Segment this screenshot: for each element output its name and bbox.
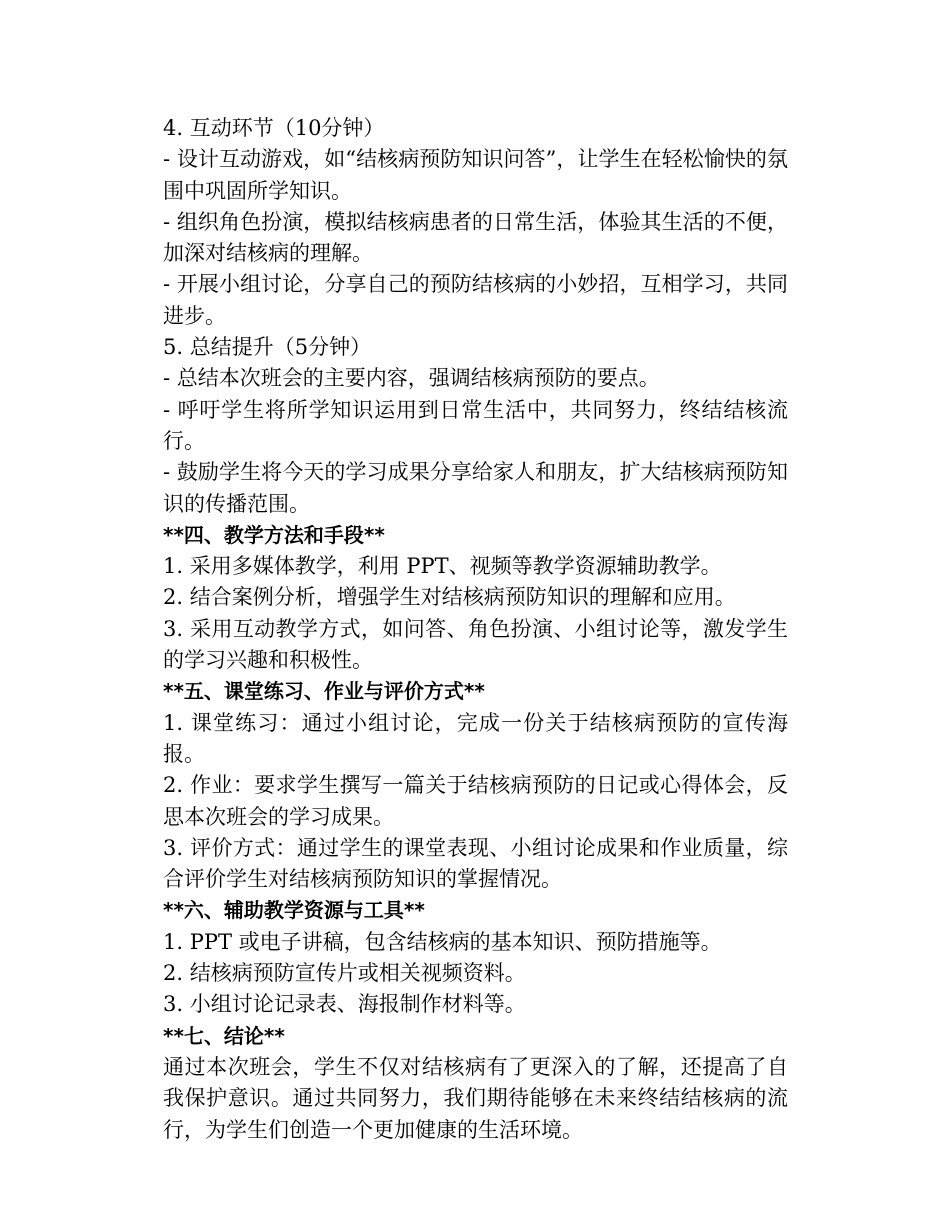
- paragraph-share-results: - 鼓励学生将今天的学习成果分享给家人和朋友，扩大结核病预防知识的传播范围。: [163, 460, 788, 516]
- paragraph-summary-step: 5. 总结提升（5分钟）: [163, 335, 372, 360]
- paragraph-homework: 2. 作业：要求学生撰写一篇关于结核病预防的日记或心得体会，反思本次班会的学习成果。: [163, 773, 788, 829]
- section-heading-teaching-methods: **四、教学方法和手段**: [163, 522, 385, 547]
- paragraph-conclusion: 通过本次班会，学生不仅对结核病有了更深入的了解，还提高了自我保护意识。通过共同努力，我们期待能够在未来终结结核病的流行，为学生们创造一个更加健康的生活环境。: [163, 1054, 788, 1142]
- paragraph-method-interactive: 3. 采用互动教学方式，如问答、角色扮演、小组讨论等，激发学生的学习兴趣和积极性。: [163, 616, 788, 673]
- paragraph-method-multimedia: 1. 采用多媒体教学，利用 PPT、视频等教学资源辅助教学。: [163, 554, 722, 579]
- paragraph-interaction-step: 4. 互动环节（10分钟）: [163, 116, 385, 140]
- paragraph-evaluation: 3. 评价方式：通过学生的课堂表现、小组讨论成果和作业质量，综合评价学生对结核病预防知识的掌握情况。: [163, 835, 788, 892]
- paragraph-resource-materials: 3. 小组讨论记录表、海报制作材料等。: [163, 992, 526, 1017]
- paragraph-call-to-action: - 呼吁学生将所学知识运用到日常生活中，共同努力，终结结核流行。: [163, 397, 788, 453]
- section-heading-resources: **六、辅助教学资源与工具**: [163, 898, 425, 923]
- section-heading-conclusion: **七、结论**: [163, 1023, 285, 1048]
- section-heading-practice-homework: **五、课堂练习、作业与评价方式**: [163, 679, 485, 704]
- paragraph-interactive-game: - 设计互动游戏，如“结核病预防知识问答”，让学生在轻松愉快的氛围中巩固所学知识。: [163, 147, 788, 203]
- document-body: [163, 113, 788, 1146]
- paragraph-resource-ppt: 1. PPT 或电子讲稿，包含结核病的基本知识、预防措施等。: [163, 929, 722, 954]
- paragraph-summary-content: - 总结本次班会的主要内容，强调结核病预防的要点。: [163, 366, 660, 391]
- paragraph-role-play: - 组织角色扮演，模拟结核病患者的日常生活，体验其生活的不便，加深对结核病的理解。: [163, 209, 788, 266]
- paragraph-method-case-analysis: 2. 结合案例分析，增强学生对结核病预防知识的理解和应用。: [163, 585, 736, 610]
- paragraph-group-discussion: - 开展小组讨论，分享自己的预防结核病的小妙招，互相学习，共同进步。: [163, 272, 788, 328]
- paragraph-resource-video: 2. 结核病预防宣传片或相关视频资料。: [163, 961, 526, 986]
- paragraph-class-practice: 1. 课堂练习：通过小组讨论，完成一份关于结核病预防的宣传海报。: [163, 710, 788, 766]
